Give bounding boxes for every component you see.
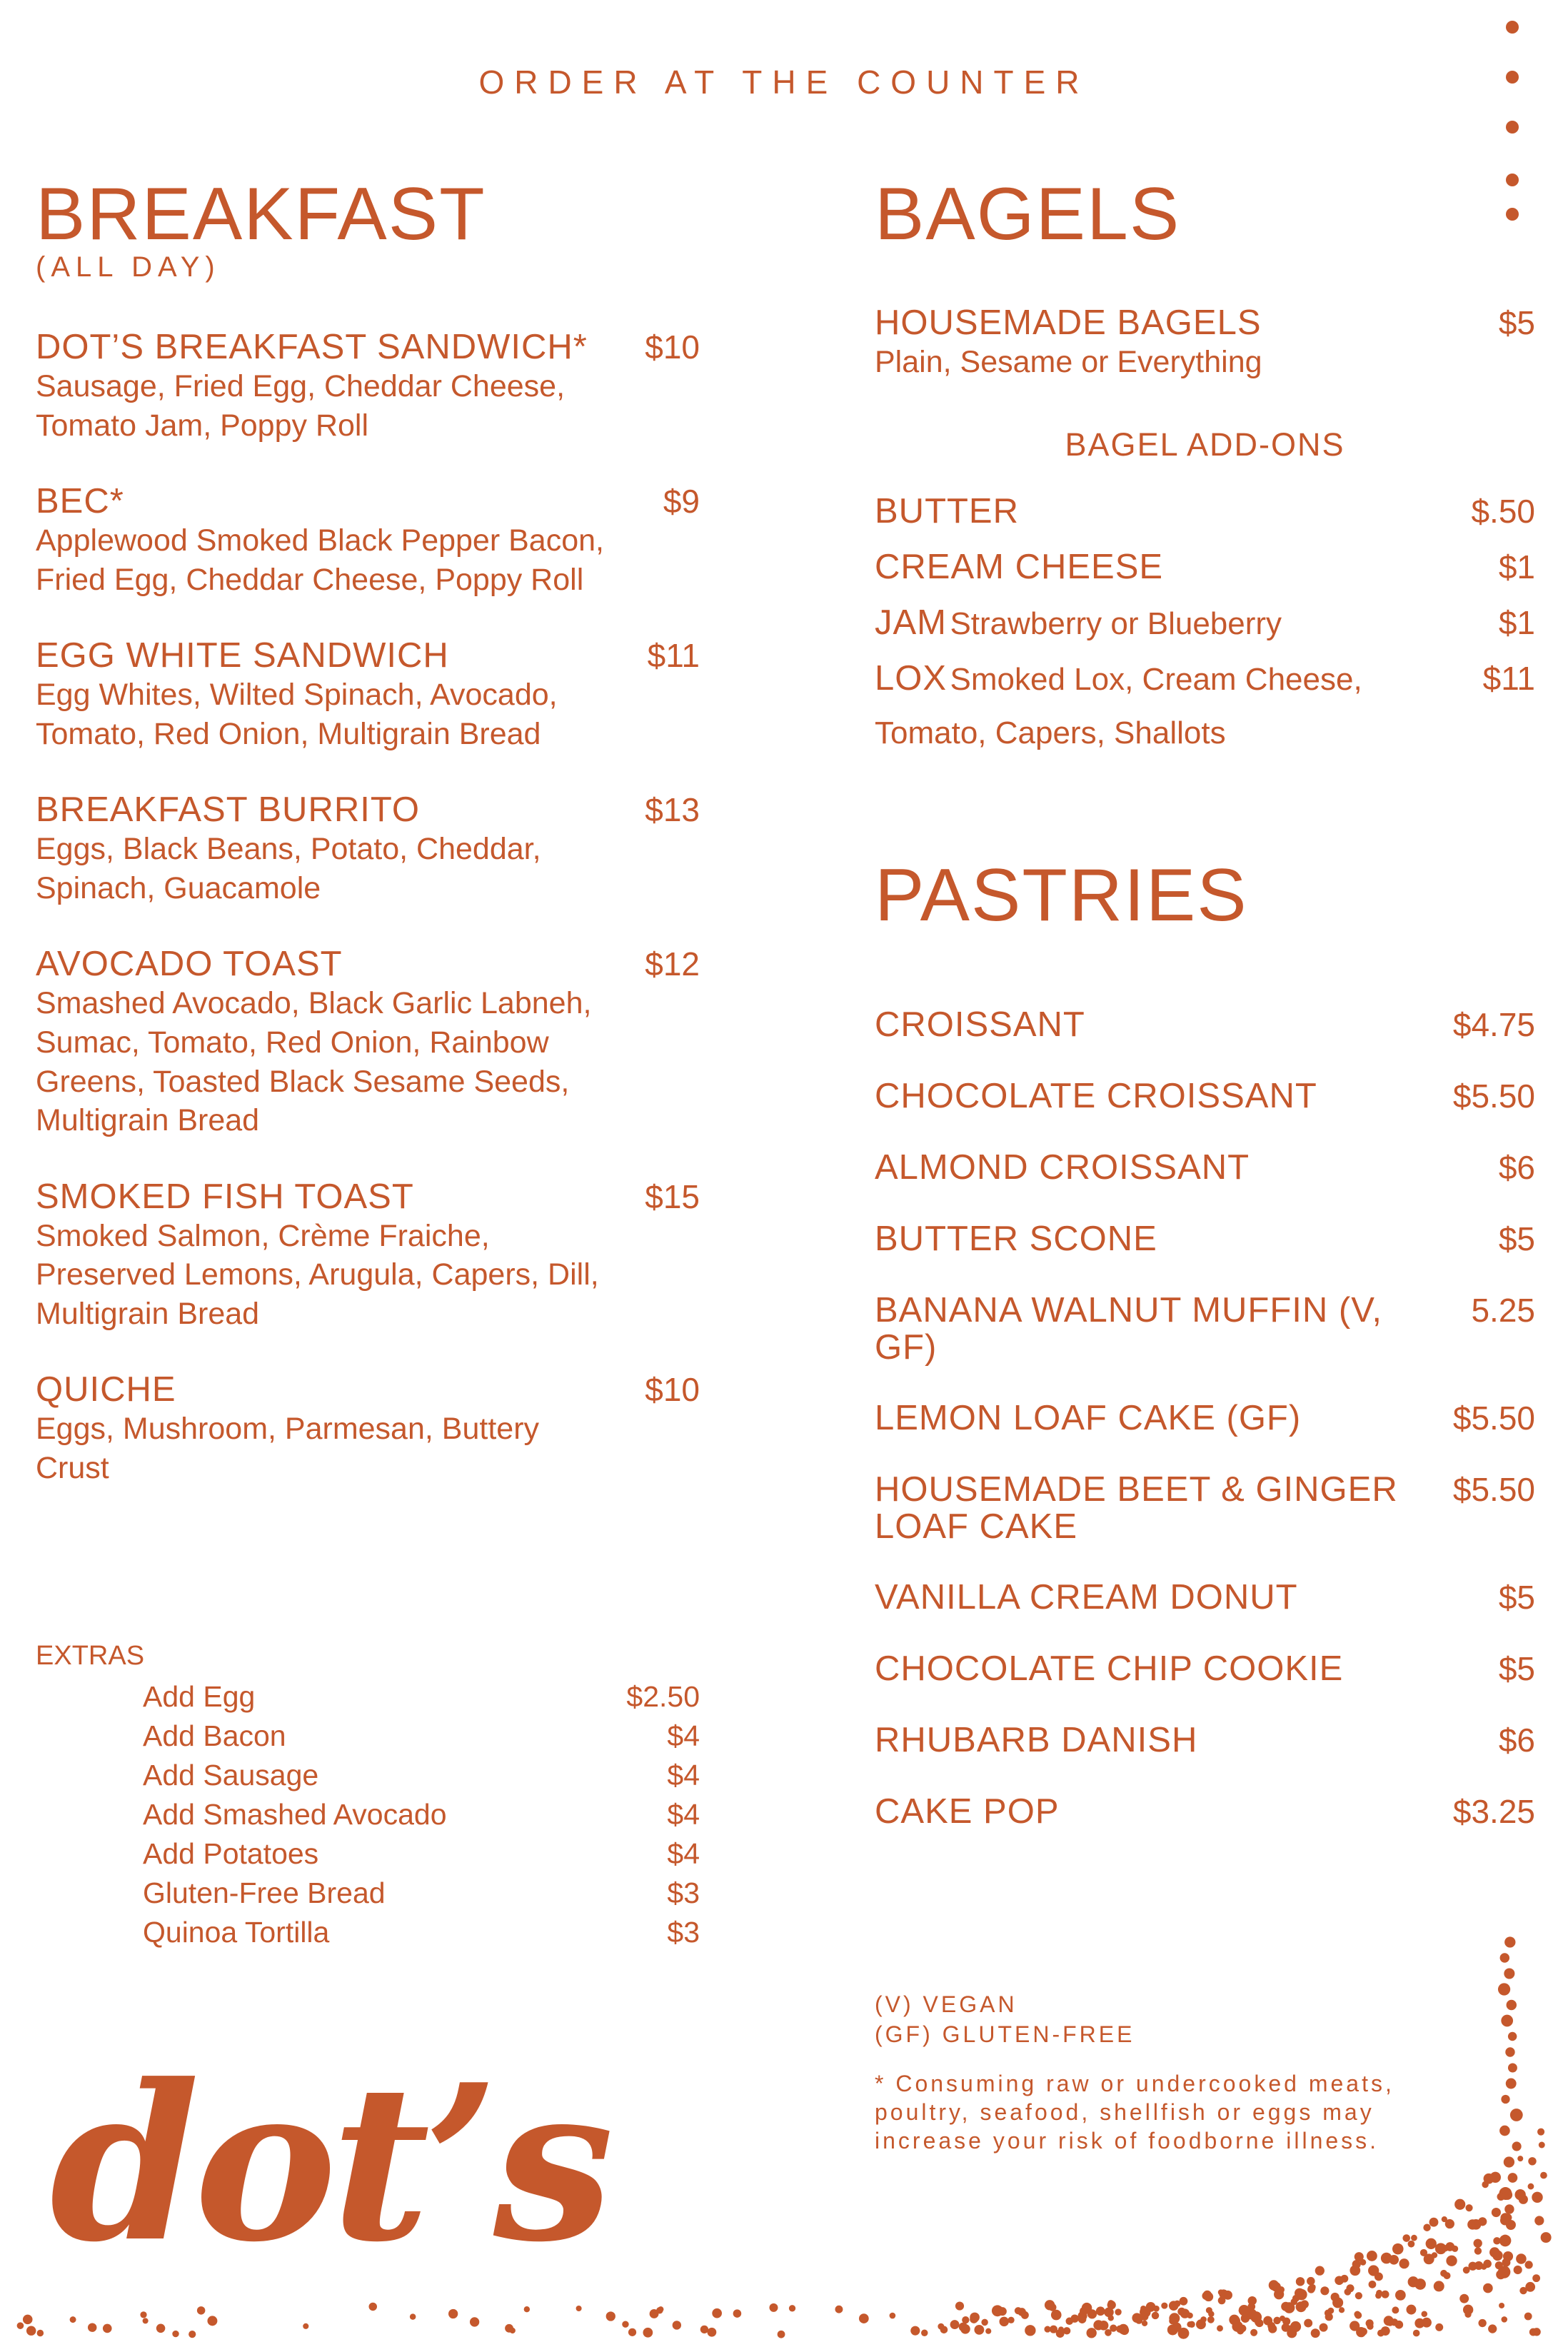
ornament-dot bbox=[628, 2328, 636, 2336]
ornament-dot bbox=[1392, 2243, 1404, 2255]
ornament-dot bbox=[1025, 2325, 1035, 2336]
addon-price: $1 bbox=[1498, 548, 1535, 586]
menu-item-price: $10 bbox=[645, 328, 700, 366]
ornament-dot bbox=[1107, 2300, 1114, 2306]
ornament-dot bbox=[1180, 2297, 1188, 2306]
ornament-dot bbox=[1080, 2307, 1088, 2316]
extra-name: Add Bacon bbox=[143, 1719, 286, 1752]
ornament-dot bbox=[950, 2320, 960, 2329]
menu-item-name: EGG WHITE SANDWICH bbox=[36, 636, 449, 675]
menu-item-name: BREAKFAST BURRITO bbox=[36, 790, 420, 830]
extra-price: $4 bbox=[667, 1837, 700, 1870]
ornament-dot bbox=[1327, 2308, 1334, 2314]
menu-item-desc: Applewood Smoked Black Pepper Bacon, Fried Egg, Cheddar Cheese, Poppy Roll bbox=[36, 523, 604, 597]
menu-item-price: $15 bbox=[645, 1177, 700, 1215]
menu-item-desc: Egg Whites, Wilted Spinach, Avocado, Tomato, Red Onion, Multigrain Bread bbox=[36, 678, 558, 751]
ornament-dot bbox=[1360, 2259, 1366, 2266]
ornament-dot bbox=[1516, 2253, 1527, 2264]
ornament-dot bbox=[1339, 2307, 1345, 2313]
ornament-dot bbox=[910, 2326, 920, 2336]
breakfast-subtitle: (ALL DAY) bbox=[36, 251, 221, 283]
ornament-dot bbox=[1421, 2311, 1427, 2317]
pastry-name: HOUSEMADE BEET & GINGER LOAF CAKE bbox=[875, 1470, 1398, 1546]
addon-name: LOX bbox=[875, 658, 948, 698]
ornament-dot bbox=[1501, 2316, 1507, 2323]
lox-desc-continued: Tomato, Capers, Shallots bbox=[875, 715, 1226, 750]
ornament-dot bbox=[1442, 2245, 1449, 2251]
ornament-dot bbox=[970, 2313, 980, 2323]
ornament-dot bbox=[1495, 2261, 1503, 2269]
ornament-dot bbox=[1506, 2079, 1517, 2089]
ornament-dot bbox=[1142, 2321, 1147, 2326]
ornament-dot bbox=[1200, 2316, 1207, 2323]
ornament-dot bbox=[733, 2309, 742, 2318]
ornament-dot bbox=[103, 2324, 112, 2333]
menu-item-desc: Eggs, Black Beans, Potato, Cheddar, Spinach, Guacamole bbox=[36, 832, 541, 905]
addon-name: JAM bbox=[875, 603, 947, 642]
ornament-dot bbox=[1354, 2311, 1360, 2318]
bagel-price: $5 bbox=[1498, 304, 1535, 341]
extra-price: $4 bbox=[667, 1759, 700, 1791]
ornament-dot bbox=[1540, 2172, 1547, 2179]
ornament-dot bbox=[1381, 2326, 1390, 2336]
extra-name: Add Potatoes bbox=[143, 1837, 319, 1870]
pastry-price: $5 bbox=[1498, 1579, 1535, 1616]
menu-item-price: $11 bbox=[647, 637, 700, 675]
pastry-name: BUTTER SCONE bbox=[875, 1220, 1157, 1258]
extra-price: $2.50 bbox=[626, 1680, 700, 1713]
legend-vegan: (V) VEGAN bbox=[875, 1991, 1017, 2017]
pastry-name: CAKE POP bbox=[875, 1792, 1060, 1831]
ornament-dot bbox=[1239, 2325, 1247, 2333]
ornament-dot bbox=[156, 2324, 166, 2333]
ornament-dot bbox=[859, 2313, 869, 2323]
ornament-dot bbox=[890, 2313, 896, 2319]
ornament-dot bbox=[143, 2318, 149, 2323]
ornament-dot bbox=[1534, 2216, 1544, 2225]
ornament-dot bbox=[1115, 2308, 1121, 2315]
ornament-dot bbox=[410, 2313, 416, 2320]
ornament-dot bbox=[524, 2306, 530, 2312]
ornament-dot bbox=[1508, 2064, 1517, 2073]
ornament-dot bbox=[1532, 2274, 1540, 2282]
ornament-dot bbox=[1528, 2183, 1534, 2190]
ornament-dot bbox=[1263, 2316, 1272, 2326]
ornament-dot bbox=[1459, 2294, 1469, 2303]
ornament-dot bbox=[1501, 2015, 1513, 2027]
ornament-dot bbox=[962, 2316, 969, 2323]
pastry-price: $5.50 bbox=[1452, 1471, 1535, 1508]
ornament-dot bbox=[1350, 2321, 1360, 2331]
ornament-dot bbox=[1203, 2291, 1212, 2299]
ornament-dot bbox=[1044, 2326, 1050, 2333]
addon-price: $11 bbox=[1482, 659, 1535, 697]
ornament-dot bbox=[17, 2322, 24, 2329]
menu-item-price: $12 bbox=[645, 945, 700, 983]
ornament-dot bbox=[576, 2306, 582, 2311]
ornament-dot bbox=[1505, 2047, 1514, 2056]
ornament-dot bbox=[1506, 174, 1519, 186]
pastry-name: CROISSANT bbox=[875, 1005, 1085, 1044]
extra-price: $3 bbox=[667, 1916, 700, 1949]
ornament-dot bbox=[955, 2302, 964, 2311]
ornament-dot bbox=[1399, 2258, 1409, 2268]
ornament-dot bbox=[1508, 2032, 1517, 2041]
ornament-dot bbox=[622, 2321, 628, 2327]
ornament-dot bbox=[1504, 1968, 1514, 1979]
pastry-name: BANANA WALNUT MUFFIN (V, GF) bbox=[875, 1291, 1383, 1367]
ornament-dot bbox=[1392, 2306, 1399, 2313]
extra-name: Gluten-Free Bread bbox=[143, 1876, 386, 1909]
ornament-dot bbox=[1087, 2328, 1097, 2338]
pastry-price: $3.25 bbox=[1452, 1793, 1535, 1830]
ornament-dot bbox=[1152, 2312, 1160, 2320]
ornament-dot bbox=[1499, 2235, 1512, 2247]
ornament-dot bbox=[1454, 2199, 1465, 2210]
ornament-dot bbox=[1465, 2204, 1472, 2211]
ornament-dot bbox=[1180, 2308, 1190, 2318]
ornament-dot bbox=[1434, 2281, 1444, 2291]
menu-item-name: BEC* bbox=[36, 482, 124, 521]
ornament-dot bbox=[1411, 2235, 1417, 2241]
ornament-dot bbox=[1368, 2265, 1379, 2276]
menu-item-price: $9 bbox=[663, 483, 700, 521]
ornament-dot bbox=[673, 2321, 681, 2329]
ornament-dot bbox=[1413, 2330, 1420, 2337]
ornament-dot bbox=[1406, 2305, 1416, 2315]
ornament-dot bbox=[1443, 2272, 1450, 2279]
ornament-dot bbox=[1063, 2327, 1070, 2334]
ornament-dot bbox=[985, 2328, 991, 2334]
ornament-dot bbox=[1463, 2266, 1470, 2273]
pastry-name: CHOCOLATE CROISSANT bbox=[875, 1077, 1317, 1115]
ornament-dot bbox=[197, 2306, 205, 2314]
ornament-dot bbox=[1273, 2317, 1280, 2324]
addon-name: BUTTER bbox=[875, 491, 1019, 531]
ornament-dot bbox=[921, 2330, 928, 2336]
ornament-dot bbox=[470, 2317, 479, 2326]
ornament-dot bbox=[1506, 71, 1519, 84]
ornament-dot bbox=[1058, 2326, 1064, 2332]
extra-price: $4 bbox=[667, 1798, 700, 1831]
ornament-dot bbox=[189, 2331, 196, 2338]
bagel-name: HOUSEMADE BAGELS bbox=[875, 303, 1262, 342]
addon-name: CREAM CHEESE bbox=[875, 547, 1164, 586]
menu-item-desc: Smoked Salmon, Crème Fraiche, Preserved Lemons, Arugula, Capers, Dill, Multigrain Bread bbox=[36, 1218, 599, 1331]
ornament-dot bbox=[1116, 2326, 1123, 2333]
ornament-dot bbox=[1366, 2319, 1374, 2327]
ornament-dot bbox=[1315, 2266, 1325, 2276]
ornament-dot bbox=[1369, 2281, 1377, 2288]
ornament-dot bbox=[1467, 2219, 1477, 2229]
ornament-dot bbox=[1423, 2224, 1430, 2231]
pastries-title: PASTRIES bbox=[875, 854, 1248, 937]
ornament-dot bbox=[1345, 2288, 1352, 2296]
ornament-dot bbox=[1051, 2310, 1062, 2321]
ornament-dot bbox=[368, 2303, 376, 2311]
ornament-dot bbox=[1539, 2142, 1545, 2149]
ornament-dot bbox=[1422, 2318, 1432, 2328]
ornament-dot bbox=[1340, 2275, 1348, 2283]
ornament-dot bbox=[1307, 2277, 1315, 2286]
ornament-dot bbox=[1500, 1953, 1509, 1962]
extras-title: EXTRAS bbox=[36, 1641, 145, 1671]
ornament-dot bbox=[23, 2315, 33, 2325]
pastry-price: $5 bbox=[1498, 1650, 1535, 1687]
ornament-dot bbox=[207, 2316, 217, 2326]
ornament-dot bbox=[1525, 2261, 1533, 2268]
ornament-dot bbox=[1492, 2208, 1501, 2217]
menu-item-desc: Sausage, Fried Egg, Cheddar Cheese, Tomato Jam, Poppy Roll bbox=[36, 368, 566, 443]
pastry-name: RHUBARB DANISH bbox=[875, 1721, 1198, 1759]
menu-item-desc: Smashed Avocado, Black Garlic Labneh, Sumac, Tomato, Red Onion, Rainbow Greens, Toasted Black Sesame Seeds, Multigrain Bread bbox=[36, 986, 592, 1138]
ornament-dot bbox=[1504, 2156, 1514, 2167]
ornament-dot bbox=[1015, 2307, 1022, 2314]
ornament-dot bbox=[940, 2326, 948, 2333]
ornament-dot bbox=[1512, 2141, 1522, 2151]
ornament-dot bbox=[1514, 2189, 1525, 2200]
ornament-dot bbox=[1271, 2282, 1281, 2292]
addon-price: $.50 bbox=[1471, 492, 1535, 530]
ornament-dot bbox=[981, 2319, 987, 2326]
ornament-dot bbox=[1000, 2317, 1009, 2326]
ornament-dot bbox=[1537, 2129, 1544, 2136]
ornament-dot bbox=[1501, 2095, 1509, 2104]
pastry-name: LEMON LOAF CAKE (GF) bbox=[875, 1399, 1302, 1437]
ornament-dot bbox=[835, 2306, 843, 2313]
ornament-dot bbox=[1429, 2218, 1439, 2227]
ornament-dot bbox=[1532, 2192, 1542, 2203]
ornament-dot bbox=[303, 2323, 308, 2329]
extra-price: $4 bbox=[667, 1719, 700, 1752]
ornament-dot bbox=[1478, 2319, 1486, 2327]
addon-price: $1 bbox=[1498, 603, 1535, 641]
ornament-dot bbox=[1007, 2317, 1014, 2323]
pastry-price: $6 bbox=[1498, 1722, 1535, 1759]
addon-desc: Smoked Lox, Cream Cheese, bbox=[950, 661, 1362, 697]
ornament-dot bbox=[1463, 2305, 1473, 2315]
ornament-dot bbox=[1517, 2156, 1523, 2161]
ornament-dot bbox=[1499, 2303, 1504, 2308]
ornament-dot bbox=[1206, 2307, 1212, 2313]
ornament-dot bbox=[1492, 2251, 1503, 2261]
ornament-dot bbox=[1482, 2181, 1488, 2188]
ornament-dot bbox=[1504, 2204, 1514, 2213]
ornament-dot bbox=[778, 2331, 785, 2338]
ornament-dot bbox=[1287, 2326, 1294, 2333]
ornament-dot bbox=[1250, 2311, 1262, 2323]
pastry-name: CHOCOLATE CHIP COOKIE bbox=[875, 1649, 1344, 1688]
ornament-dot bbox=[1525, 2282, 1535, 2292]
ornament-dot bbox=[1297, 2277, 1303, 2283]
menu-item-name: QUICHE bbox=[36, 1370, 176, 1409]
ornament-dot bbox=[1207, 2316, 1215, 2323]
ornament-dot bbox=[1488, 2324, 1497, 2333]
ornament-dot bbox=[70, 2316, 76, 2323]
menu-item-desc: Eggs, Mushroom, Parmesan, Buttery Crust bbox=[36, 1412, 540, 1485]
ornament-dot bbox=[606, 2311, 615, 2321]
ornament-dot bbox=[1382, 2291, 1389, 2298]
pastry-price: $4.75 bbox=[1452, 1006, 1535, 1043]
ornament-dot bbox=[1414, 2278, 1426, 2290]
ornament-dot bbox=[510, 2328, 516, 2333]
menu-item-name: AVOCADO TOAST bbox=[36, 945, 343, 984]
ornament-dot bbox=[1070, 2315, 1078, 2323]
ornament-dot bbox=[974, 2325, 984, 2335]
pastry-price: 5.25 bbox=[1471, 1292, 1535, 1329]
extra-name: Add Sausage bbox=[143, 1759, 319, 1791]
ornament-dot bbox=[1367, 2251, 1377, 2261]
ornament-dot bbox=[959, 2323, 968, 2332]
ornament-dot bbox=[1474, 2247, 1482, 2254]
ornament-dot bbox=[1218, 2297, 1226, 2305]
menu-item-price: $13 bbox=[645, 791, 700, 829]
ornament-dot bbox=[1284, 2302, 1295, 2313]
ornament-dot bbox=[37, 2330, 44, 2336]
ornament-dot bbox=[1169, 2301, 1179, 2311]
ornament-dot bbox=[1355, 2292, 1362, 2299]
ornament-dot bbox=[1506, 21, 1519, 34]
legend-gluten-free: (GF) GLUTEN-FREE bbox=[875, 2021, 1135, 2047]
ornament-dot bbox=[1524, 2313, 1532, 2321]
ornament-dot bbox=[1483, 2283, 1493, 2293]
ornament-dot bbox=[1395, 2290, 1406, 2301]
bagel-desc: Plain, Sesame or Everything bbox=[875, 345, 1262, 379]
ornament-dot bbox=[1493, 2237, 1500, 2244]
pastry-price: $6 bbox=[1498, 1149, 1535, 1186]
ornament-dot bbox=[1435, 2323, 1443, 2331]
ornament-dot bbox=[1514, 2266, 1522, 2274]
pastry-price: $5.50 bbox=[1452, 1399, 1535, 1437]
ornament-dot bbox=[1442, 2216, 1447, 2222]
ornament-dot bbox=[1499, 2126, 1510, 2136]
ornament-dot bbox=[1502, 2258, 1510, 2267]
ornament-dot bbox=[1502, 2190, 1512, 2200]
pastry-name: ALMOND CROISSANT bbox=[875, 1148, 1250, 1187]
ornament-dot bbox=[1506, 121, 1519, 134]
ornament-dot bbox=[1140, 2306, 1151, 2318]
menu-item-name: DOT’S BREAKFAST SANDWICH* bbox=[36, 328, 588, 366]
ornament-dot bbox=[1021, 2311, 1029, 2319]
ornament-dot bbox=[1510, 2109, 1523, 2121]
ornament-dot bbox=[1167, 2324, 1178, 2335]
order-banner: ORDER AT THE COUNTER bbox=[478, 64, 1090, 101]
extra-name: Quinoa Tortilla bbox=[143, 1916, 330, 1949]
ornament-dot bbox=[712, 2308, 722, 2318]
ornament-dot bbox=[1239, 2305, 1250, 2316]
ornament-dot bbox=[1331, 2293, 1340, 2301]
ornament-dot bbox=[1508, 2173, 1518, 2183]
ornament-dot bbox=[1532, 2328, 1540, 2336]
raw-food-disclaimer: * Consuming raw or undercooked meats, poultry, seafood, shellfish or eggs may increase your risk of foodborne illness. bbox=[875, 2071, 1394, 2154]
ornament-dot bbox=[172, 2331, 179, 2337]
ornament-dot bbox=[1381, 2253, 1392, 2264]
ornament-dot bbox=[656, 2307, 663, 2313]
ornament-dot bbox=[1426, 2238, 1437, 2249]
ornament-dot bbox=[1045, 2300, 1055, 2310]
ornament-dot bbox=[1250, 2329, 1257, 2336]
ornament-dot bbox=[140, 2311, 146, 2318]
ornament-dot bbox=[1304, 2319, 1312, 2328]
ornament-dot bbox=[1217, 2325, 1223, 2331]
ornament-dot bbox=[1474, 2239, 1482, 2248]
ornament-dot bbox=[998, 2307, 1007, 2316]
ornament-dot bbox=[26, 2326, 36, 2335]
ornament-dot bbox=[700, 2326, 708, 2333]
ornament-dot bbox=[1446, 2256, 1457, 2266]
pastry-price: $5.50 bbox=[1452, 1077, 1535, 1115]
ornament-dot bbox=[1507, 2000, 1517, 2010]
ornament-dot bbox=[1096, 2306, 1105, 2316]
ornament-dot bbox=[1541, 2232, 1552, 2243]
ornament-dot bbox=[643, 2328, 653, 2338]
ornament-dot bbox=[1504, 1936, 1515, 1947]
bagel-addons-title: BAGEL ADD-ONS bbox=[1065, 426, 1345, 463]
ornament-dot bbox=[1188, 2321, 1195, 2328]
ornament-dot bbox=[769, 2303, 778, 2312]
breakfast-title: BREAKFAST bbox=[36, 173, 486, 256]
ornament-dot bbox=[1307, 2286, 1315, 2293]
ornament-dot bbox=[1169, 2313, 1180, 2323]
ornament-dot bbox=[1432, 2252, 1437, 2258]
ornament-dot bbox=[1402, 2234, 1410, 2242]
ornament-dot bbox=[789, 2305, 795, 2311]
ornament-dot bbox=[707, 2328, 716, 2337]
ornament-dot bbox=[1296, 2301, 1307, 2312]
ornament-dot bbox=[1105, 2329, 1112, 2336]
ornament-dot bbox=[1218, 2289, 1224, 2295]
ornament-dot bbox=[1231, 2316, 1240, 2326]
ornament-dot bbox=[1292, 2295, 1300, 2302]
bagels-title: BAGELS bbox=[875, 173, 1181, 256]
pastry-price: $5 bbox=[1498, 1220, 1535, 1257]
extra-price: $3 bbox=[667, 1876, 700, 1909]
ornament-dot bbox=[1500, 2213, 1510, 2223]
menu-item-name: SMOKED FISH TOAST bbox=[36, 1177, 414, 1216]
ornament-dot bbox=[1496, 2270, 1505, 2279]
ornament-dot bbox=[1311, 2328, 1320, 2338]
extra-name: Add Smashed Avocado bbox=[143, 1798, 447, 1831]
ornament-dot bbox=[1320, 2323, 1328, 2332]
ornament-dot bbox=[88, 2323, 96, 2331]
ornament-dot bbox=[1408, 2241, 1415, 2248]
menu-item-price: $10 bbox=[645, 1371, 700, 1409]
ornament-dot bbox=[1161, 2303, 1167, 2309]
addon-desc: Strawberry or Blueberry bbox=[950, 605, 1282, 641]
ornament-dot bbox=[1320, 2286, 1329, 2295]
ornament-dot bbox=[1498, 1983, 1510, 1995]
ornament-dot bbox=[448, 2309, 458, 2318]
ornament-dot bbox=[1506, 208, 1519, 221]
ornament-dot bbox=[1384, 2316, 1394, 2326]
ornament-dot bbox=[1099, 2321, 1109, 2331]
dots-logo: dot’s bbox=[50, 2037, 608, 2289]
ornament-dot bbox=[1528, 2157, 1536, 2165]
pastry-name: VANILLA CREAM DONUT bbox=[875, 1578, 1298, 1617]
extra-name: Add Egg bbox=[143, 1680, 256, 1713]
